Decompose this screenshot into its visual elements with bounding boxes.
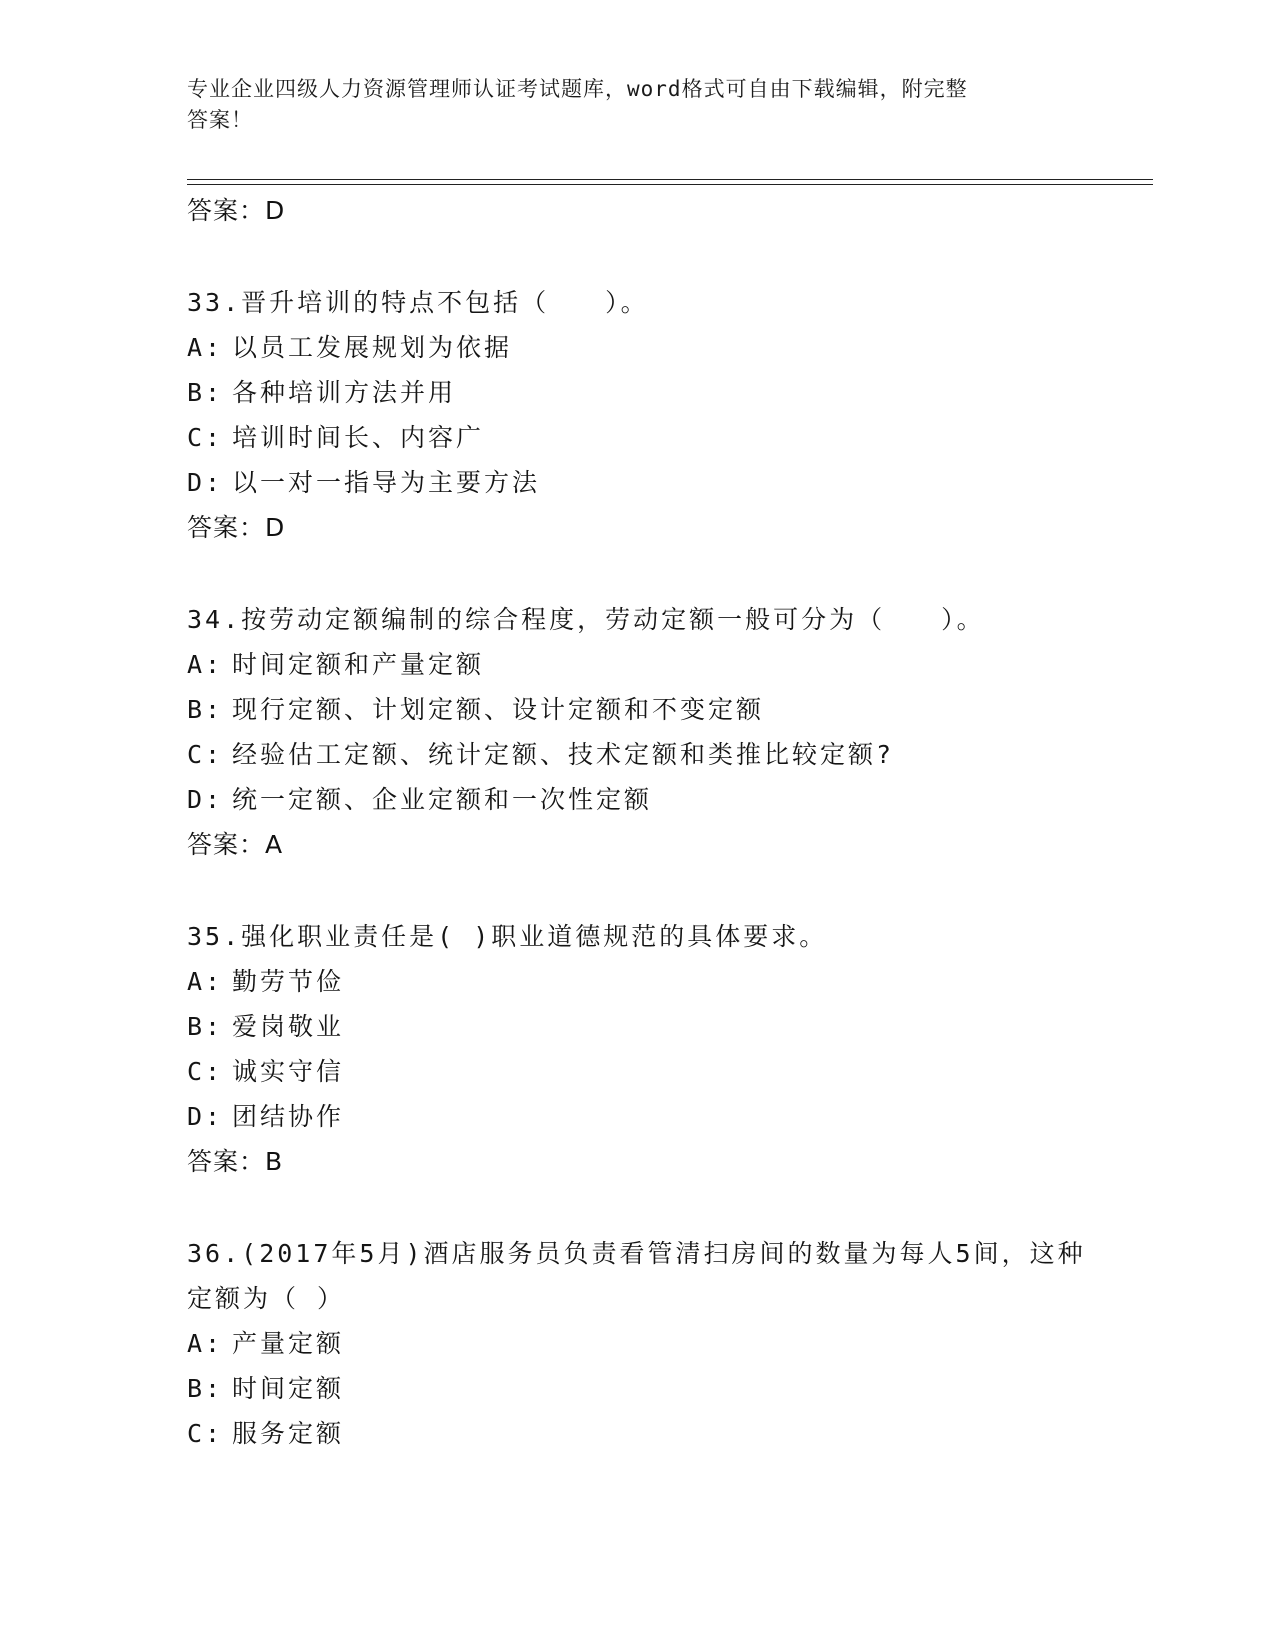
option-letter: D:	[187, 1102, 224, 1131]
page-header	[187, 74, 1067, 136]
question-text: 36.(2017年5月)酒店服务员负责看管清扫房间的数量为每人5间，这种定额为（ ）	[187, 1239, 1086, 1313]
option-c	[187, 415, 1147, 460]
option-c	[187, 1411, 1147, 1456]
option-letter: B:	[187, 695, 224, 724]
option-a	[187, 959, 1147, 1004]
option-letter: D:	[187, 785, 224, 814]
spacer	[187, 1184, 1147, 1231]
option-letter: C:	[187, 740, 224, 769]
option-c	[187, 1049, 1147, 1094]
answer-line: 答案：A	[187, 830, 284, 859]
option-letter: A:	[187, 967, 224, 996]
option-a	[187, 325, 1147, 370]
option-text: 产量定额	[232, 1329, 345, 1358]
option-letter: B:	[187, 1374, 224, 1403]
header-line-2: 答案！	[187, 108, 253, 132]
question-block	[187, 1231, 1147, 1456]
question-list	[187, 188, 1147, 1456]
option-b	[187, 1366, 1147, 1411]
option-b	[187, 687, 1147, 732]
previous-answer: 答案：D	[187, 196, 286, 225]
option-text: 勤劳节俭	[232, 967, 345, 996]
option-letter: B:	[187, 378, 224, 407]
option-letter: A:	[187, 333, 224, 362]
option-b	[187, 1004, 1147, 1049]
question-block	[187, 914, 1147, 1184]
option-text: 时间定额	[232, 1374, 345, 1403]
option-letter: D:	[187, 468, 224, 497]
option-letter: C:	[187, 1419, 224, 1448]
option-text: 诚实守信	[232, 1057, 345, 1086]
header-divider-bottom	[187, 184, 1153, 185]
option-text: 现行定额、计划定额、设计定额和不变定额	[232, 695, 765, 724]
option-a	[187, 1321, 1147, 1366]
option-letter: A:	[187, 650, 224, 679]
option-letter: B:	[187, 1012, 224, 1041]
question-text: 35.强化职业责任是( )职业道德规范的具体要求。	[187, 922, 828, 951]
question-block	[187, 597, 1147, 867]
option-text: 团结协作	[232, 1102, 345, 1131]
option-a	[187, 642, 1147, 687]
option-text: 经验估工定额、统计定额、技术定额和类推比较定额?	[232, 740, 895, 769]
question-block	[187, 280, 1147, 550]
header-divider-top	[187, 179, 1153, 180]
answer-line: 答案：B	[187, 1147, 284, 1176]
option-text: 各种培训方法并用	[232, 378, 457, 407]
option-text: 以一对一指导为主要方法	[232, 468, 541, 497]
option-text: 服务定额	[232, 1419, 345, 1448]
option-c	[187, 732, 1147, 777]
option-letter: C:	[187, 423, 224, 452]
option-letter: A:	[187, 1329, 224, 1358]
option-text: 培训时间长、内容广	[232, 423, 485, 452]
option-text: 时间定额和产量定额	[232, 650, 485, 679]
question-text: 34.按劳动定额编制的综合程度，劳动定额一般可分为（ ）。	[187, 605, 985, 634]
option-d	[187, 777, 1147, 822]
option-text: 以员工发展规划为依据	[232, 333, 513, 362]
option-d	[187, 1094, 1147, 1139]
option-letter: C:	[187, 1057, 224, 1086]
option-b	[187, 370, 1147, 415]
option-text: 统一定额、企业定额和一次性定额	[232, 785, 653, 814]
answer-line: 答案：D	[187, 513, 286, 542]
question-text: 33.晋升培训的特点不包括（ ）。	[187, 288, 649, 317]
option-text: 爱岗敬业	[232, 1012, 345, 1041]
spacer	[187, 550, 1147, 597]
spacer	[187, 233, 1147, 280]
option-d	[187, 460, 1147, 505]
header-line-1: 专业企业四级人力资源管理师认证考试题库，word格式可自由下载编辑，附完整	[187, 77, 968, 101]
spacer	[187, 867, 1147, 914]
